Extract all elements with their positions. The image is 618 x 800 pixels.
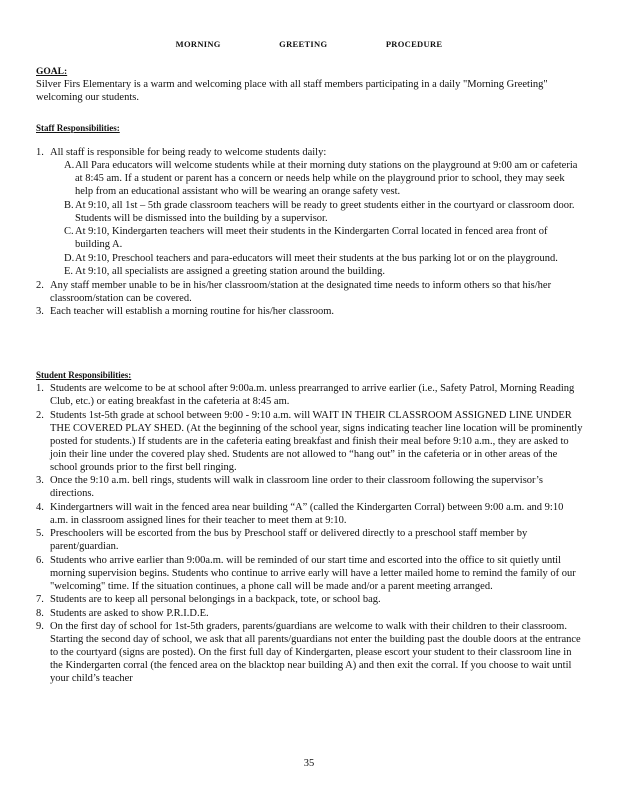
list-item: E. At 9:10, all specialists are assigned a greeting station around the building. [64,266,385,277]
list-item: 9. On the first day of school for 1st-5th graders, parents/guardians are welcome to walk with their children to their classroom. Starting the second day of school, we ask that all parents/guardians not enter the building past the double doors at the entrance to the courtyard (signs are posted). On the first full day of Kindergarten, please escort your student to their classroom line in the Kindergarten corral (the fenced area on the blacktop near building A) and then exit the corral. If you choose to wait until your child’s teacher [36,621,581,684]
list-item: 7. Students are to keep all personal belongings in a backpack, tote, or school bag. [36,594,381,605]
title-word-1: MORNING [175,39,221,49]
list-item: 2. Students 1st-5th grade at school between 9:00 - 9:10 a.m. will WAIT IN THEIR CLASSROOM ASSIGNED LINE UNDER THE COVERED PLAY SHED. (At the beginning of the school year, signs indicating teacher line location will be prominently posted for students.) If students are in the cafeteria eating breakfast and finish their meal before 9:10 a.m., they are asked to join their line under the covered play shed. Students are not allowed to “hang out” in the cafeteria or in other areas of the school grounds prior to the first bell ringing. [36,409,583,473]
list-item: 4. Kindergartners will wait in the fenced area near building “A” (called the Kindergarten Corral) between 9:00 a.m. and 9:10 a.m. in classroom assigned lines for their teacher to meet them at 9:10. [36,501,564,526]
title-word-3: PROCEDURE [385,39,443,49]
list-item: D. At 9:10, Preschool teachers and para-educators will meet their students at the bus parking lot or on the playground. [64,252,558,264]
page-number: 35 [303,758,315,769]
page-title [0,39,618,49]
list-item: 8. Students are asked to show P.R.I.D.E. [36,607,209,619]
list-item: B. At 9:10, all 1st – 5th grade classroom teachers will be ready to greet students either in the courtyard or classroom door. Students will be dismissed into the building by a supervisor. [64,199,575,224]
staff-heading: Staff Responsibilities: [36,123,120,133]
student-heading: Student Responsibilities: [36,370,132,380]
goal-heading: GOAL: [36,67,68,77]
list-item: 6. Students who arrive earlier than 9:00a.m. will be reminded of our start time and escorted into the office to sit quietly until morning supervision begins. Students who continue to arrive early will have a letter mailed home to remind the family of our "welcoming" time. If the situation continues, a phone call will be made and/or a parent meeting arranged. [36,554,576,592]
list-item: 2. Any staff member unable to be in his/her classroom/station at the designated time needs to inform others so that his/her classroom/station can be covered. [36,279,552,304]
title-word-2: GREETING [279,39,328,49]
staff-list [36,146,584,319]
list-item: 1. All staff is responsible for being ready to welcome students daily: A. All Para educators will welcome students while at their morning duty stations on the playground at 9:00 am or cafeteria at 8:45 am. If a student or parent has a concern or needs help while on the playground prior to school, they may seek help from an educational assistant who will be wearing an orange safety vest. B. At 9:10, all 1st – 5th grade classroom teachers will be ready to greet students either in the courtyard or classroom door. Students will be dismissed into the building by a supervisor. C. At 9:10, Kindergarten teachers will meet their students in the Kindergarten Corral located in fenced area front of building A. D. At 9:10, Preschool teachers and para-educators will meet their students at the bus parking lot or on the playground. E. At 9:10, all specialists are assigned a greeting station around the building. [36,146,584,278]
staff-sublist [50,159,584,278]
list-item: 3. Once the 9:10 a.m. bell rings, students will walk in classroom line order to their classroom following the supervisor’s directions. [36,475,543,499]
list-item: 5. Preschoolers will be escorted from the bus by Preschool staff or delivered directly to a preschool staff member by parent/guardian. [36,528,528,552]
list-item: A. All Para educators will welcome students while at their morning duty stations on the playground at 9:00 am or cafeteria at 8:45 am. If a student or parent has a concern or needs help while on the playground prior to school, they may seek help from an educational assistant who will be wearing an orange safety vest. [64,160,578,197]
list-item: 1. Students are welcome to be at school after 9:00a.m. unless prearranged to arrive earlier (i.e., Safety Patrol, Morning Reading Club, etc.) or eating breakfast in the cafeteria at 8:45 am. [36,383,575,407]
student-list [36,382,584,686]
list-item: C. At 9:10, Kindergarten teachers will meet their students in the Kindergarten Corral located in fenced area front of building A. [64,226,548,250]
list-item: 3. Each teacher will establish a morning routine for his/her classroom. [36,306,334,317]
goal-text: Silver Firs Elementary is a warm and welcoming place with all staff members participating in a daily "Morning Greeting" welcoming our students. [36,79,548,103]
